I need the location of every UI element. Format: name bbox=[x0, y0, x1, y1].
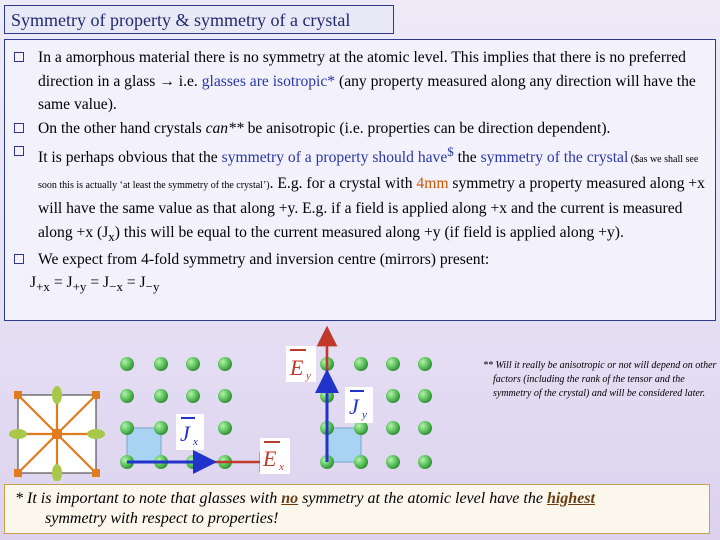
main-content-box bbox=[4, 39, 716, 321]
atom bbox=[386, 421, 400, 435]
checkbox-bullet-icon bbox=[14, 123, 24, 133]
atom bbox=[218, 357, 232, 371]
atom bbox=[186, 389, 200, 403]
atom bbox=[354, 357, 368, 371]
svg-text:y: y bbox=[306, 370, 311, 382]
bullet-symmetry: It is perhaps obvious that the symmetry of a property should have$ the symmetry of the crystal ($as we shall see soon this is actually ‘at least the symmetry of the crystal’). E.g. for a crystal with 4mm symmetry a property measured along +x will have the same value as that along +y. E.g. if a field is applied along +x and the current is measured along +x $(J_x)$ this will be equal to the current measured along +y (if field is applied along +y). bbox=[13, 140, 707, 248]
unit-cell-left bbox=[127, 428, 161, 462]
note-line-1: * It is important to note that glasses with no symmetry at the atomic level have the highest bbox=[15, 490, 595, 507]
label-Jy bbox=[345, 387, 373, 423]
atom bbox=[354, 421, 368, 435]
svg-text:J: J bbox=[349, 394, 359, 419]
svg-text:E: E bbox=[290, 355, 304, 380]
footnote-anisotropic: ** Will it really be anisotropic or not will depend on other factors (including the rank of the tensor and the symmetry of the crystal) and will be considered later. bbox=[483, 360, 717, 400]
atom bbox=[154, 357, 168, 371]
atom bbox=[218, 389, 232, 403]
atom bbox=[418, 357, 432, 371]
bullet-anisotropic: On the other hand crystals can** be anisotropic (i.e. properties can be direction dependent). bbox=[13, 117, 707, 141]
bullet-amorphous: In a amorphous material there is no symmetry at the atomic level. This implies that there is no preferred direction in a glass → i.e. glasses are isotropic* (any property measured along any direction will have the same value). bbox=[13, 46, 707, 117]
atom bbox=[418, 455, 432, 469]
svg-text:x: x bbox=[279, 461, 284, 473]
unit-cell-right bbox=[327, 428, 361, 462]
atom bbox=[120, 357, 134, 371]
atom bbox=[354, 455, 368, 469]
atom bbox=[418, 421, 432, 435]
atom bbox=[218, 421, 232, 435]
atom bbox=[120, 421, 134, 435]
atom bbox=[386, 455, 400, 469]
svg-text:y: y bbox=[362, 409, 367, 421]
atom bbox=[386, 389, 400, 403]
checkbox-bullet-icon bbox=[14, 52, 24, 62]
bullet-fourfold: We expect from 4-fold symmetry and inversion centre (mirrors) present: bbox=[13, 248, 707, 272]
atom bbox=[120, 389, 134, 403]
atom bbox=[154, 421, 168, 435]
atom bbox=[186, 357, 200, 371]
slide-title: Symmetry of property & symmetry of a crystal bbox=[4, 5, 394, 34]
glass-symmetry-note bbox=[4, 484, 710, 534]
atom bbox=[154, 389, 168, 403]
label-Ex bbox=[260, 438, 290, 474]
bullet-list bbox=[5, 40, 715, 272]
current-equation: $J_{+x} = J_{+y} = J_{-x} = J_{-y}$ bbox=[30, 273, 160, 294]
label-Jx bbox=[176, 414, 204, 450]
svg-text:x: x bbox=[193, 436, 198, 448]
symmetry-4mm-diagram bbox=[9, 386, 105, 481]
svg-text:J: J bbox=[180, 421, 190, 446]
note-line-2: symmetry with respect to properties! bbox=[45, 510, 279, 527]
svg-text:E: E bbox=[263, 446, 277, 471]
arrow-icon: → bbox=[159, 72, 175, 90]
atom bbox=[418, 389, 432, 403]
checkbox-bullet-icon bbox=[14, 146, 24, 156]
atom bbox=[386, 357, 400, 371]
label-Ey bbox=[286, 346, 316, 382]
checkbox-bullet-icon bbox=[14, 254, 24, 264]
fourfold-axis-icon bbox=[52, 429, 62, 439]
